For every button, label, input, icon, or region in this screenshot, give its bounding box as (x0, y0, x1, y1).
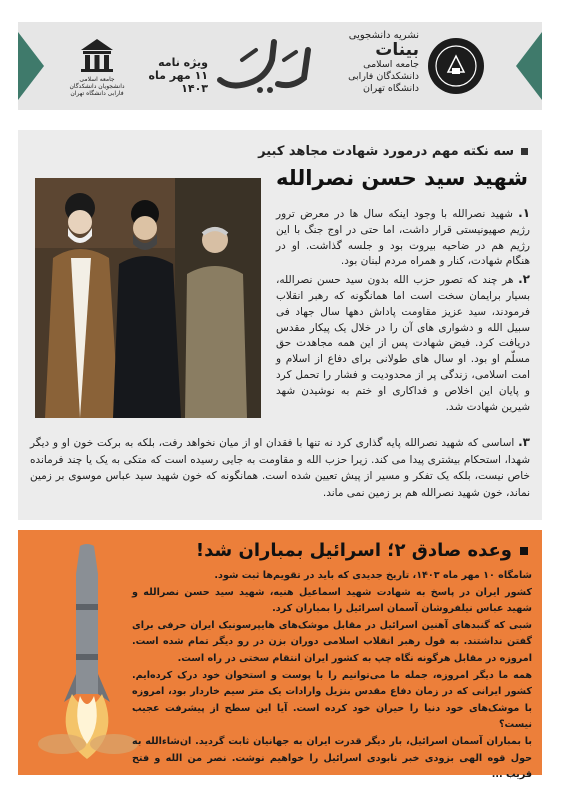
publication-name: بینات (375, 40, 419, 60)
point2-number: ۲. (518, 272, 530, 287)
student-association-logo (66, 36, 128, 100)
association-emblem-icon (77, 36, 117, 72)
publication-line5: دانشگاه تهران (362, 83, 419, 94)
bullet-icon (520, 547, 528, 555)
point1-number: ۱. (518, 206, 531, 220)
publication-line4: دانشکدگان فارابی (348, 71, 419, 82)
edition-date: ۱۱ مهر ماه ۱۴۰۳ (148, 69, 208, 95)
point3-number: ۳. (518, 435, 530, 449)
article1-title: شهید سید حسن نصرالله (276, 166, 528, 190)
article-true-promise (18, 530, 542, 781)
point3-paragraph (30, 434, 530, 501)
point1-paragraph (276, 206, 530, 270)
article2-title: وعده صادق ۲؛ اسرائیل بمباران شد! (128, 540, 528, 561)
article2-paragraph: شبی که گنبدهای آهنین اسرائیل در مقابل موشک‌های هایپرسونیک ایران حرفی برای گفتن نداشتند. به قول رهبر انقلاب اسلامی دوران بزن در رو دیگر تمام شده است. امروزه در مقابل هرگونه نگاه چپ به کشور ایران انتقام سختی در راه است. (132, 619, 532, 664)
edition-label: ویژه نامه (158, 56, 208, 69)
association-caption: جامعه اسلامی دانشجویان دانشکدگان فارابی دانشگاه تهران (69, 76, 125, 97)
article-nasrallah (18, 130, 542, 520)
right-arrow-decoration (516, 32, 542, 100)
publication-line3: جامعه اسلامی (363, 59, 419, 70)
leaders-photo (35, 178, 261, 418)
bullet-icon (521, 148, 528, 155)
article2-paragraph: شامگاه ۱۰ مهر ماه ۱۴۰۳، تاریخ جدیدی که باید در تقویم‌ها ثبت شود. (214, 570, 532, 581)
point2-text: هر چند که تصور حزب الله بدون سید حسن نصرالله، بسیار برایمان سخت است اما همانگونه که رهبر انقلاب فرمودند، سید عزیز مقاومت پاداش دهها سال جهاد فی سبیل الله و دشواری های آن را در خلال یک پیکار مقدس دریافت کرد. فیض شهادت پس از این همه مجاهدت حق مسلّم او بود. او سال های طولانی برای دفاع از اسلام و امت اسلامی، زندگی پر از محدودیت و فشار را تحمل کرد و پایان این اخلاص و فداکاری او ختم به نوشیدن شهد شیرین شهادت شد. (276, 274, 530, 413)
university-emblem-icon (428, 38, 484, 94)
point3-text: اساسی که شهید نصرالله پایه گذاری کرد نه تنها با فقدان او از میان نخواهد رفت، بلکه به برکت خون او و دیگر شهدا، استحکام بیشتری پیدا می کند. زیرا حزب الله و مقاومت به جایی رسیده است که متکی به یک یا چند فرمانده خاص نیست، بلکه یک تفکر و مسیر از پیش تعیین شده است. همانگونه که خون شهید سید عباس موسوی بر زمین نماند، خون شهید نصرالله هم بر زمین نمی ماند. (30, 437, 530, 499)
university-logo (428, 38, 484, 94)
article2-paragraph: کشور ایران در پاسخ به شهادت شهید اسماعیل هنیه، شهید سید حسن نصرالله و شهید عباس نیلفروشان آسمان اسرائیل را بمباران کرد. (132, 586, 532, 615)
photo-illustration (35, 178, 261, 418)
article1-column (276, 206, 530, 417)
article2-paragraph: با بمباران آسمان اسرائیل، بار دیگر قدرت ایران به جهانیان ثابت گردید. ان‌شاءالله به حول قوه الهی بزودی خبر نابودی اسرائیل را خواهیم نوشت. نصر من الله و فتح قریب ... (132, 735, 532, 781)
publication-line1: نشریه دانشجویی (348, 30, 419, 41)
calligraphy-logo (212, 30, 322, 96)
article1-subtitle: سه نکته مهم درمورد شهادت مجاهد کبیر (48, 144, 528, 159)
article2-body (132, 568, 532, 784)
publication-block (333, 30, 419, 95)
missile-illustration (32, 544, 142, 759)
left-arrow-decoration (18, 32, 44, 100)
edition-info (128, 56, 208, 95)
point1-text: شهید نصرالله با وجود اینکه سال ها در معرض ترور رژیم صهیونیستی قرار داشت، اما حتی در اوج جنگ با این رژیم هم در ضاحیه بیروت بود و جلسه گذاشت. او در هنگام شهادت، کنار و همراه مردم لبنان بود. (276, 208, 530, 268)
point2-paragraph (276, 272, 530, 415)
article2-paragraph: همه ما دیگر امروزه، جمله ما می‌توانیم را با پوست و استخوان خود درک کرده‌ایم. کشور ایرانی که در زمان دفاع مقدس بنزیل وارادات یک متر سیم خاردار بود، امروزه با موشک‌های خود دنیا را حیران خود کرده است. آیا این سطح از پیشرفت عجیب نیست؟ (132, 669, 532, 731)
